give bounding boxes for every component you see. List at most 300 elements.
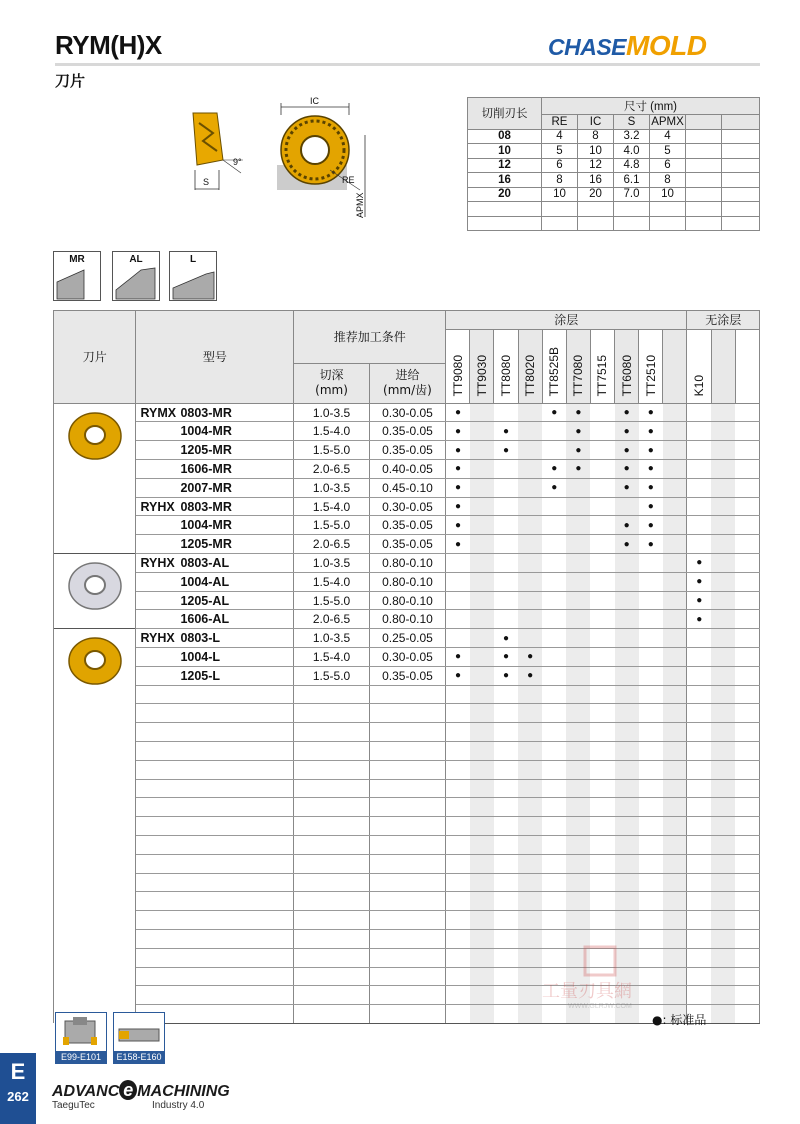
grade-cell <box>687 704 711 723</box>
grade-cell <box>494 817 518 836</box>
grade-cell <box>470 911 494 930</box>
grade-cell <box>615 629 639 648</box>
dim-size <box>468 202 542 217</box>
grade-cell: ● <box>687 610 711 629</box>
page-number: 262 <box>7 1089 29 1104</box>
grade-cell <box>446 1005 470 1024</box>
grade-cell <box>639 779 663 798</box>
grade-cell <box>446 704 470 723</box>
model-code: 1004-MR <box>180 424 232 439</box>
grade-cell <box>590 817 614 836</box>
grade-tt7080: TT7080 <box>566 329 590 403</box>
grade-cell <box>663 441 687 460</box>
grade-cell <box>518 967 542 986</box>
grade-cell <box>687 892 711 911</box>
dim-row <box>468 202 760 217</box>
grade-cell <box>735 610 759 629</box>
grade-cell: ● <box>639 535 663 554</box>
grade-cell <box>518 930 542 949</box>
dim-size: 16 <box>468 173 542 188</box>
grade-cell <box>542 666 566 685</box>
grade-cell <box>735 704 759 723</box>
chipbreaker-mr: MR <box>53 251 101 301</box>
model-cell <box>136 403 294 422</box>
depth-cell <box>294 685 369 704</box>
dim-value: 6.1 <box>614 173 650 188</box>
grade-cell: ● <box>542 478 566 497</box>
model-prefix: RYHX <box>140 499 175 514</box>
grade-cell <box>663 666 687 685</box>
grade-cell <box>494 704 518 723</box>
ref-endmill-pages[interactable]: E158-E160 <box>113 1012 165 1064</box>
page-title: RYM(H)X <box>55 30 162 60</box>
grade-cell <box>590 911 614 930</box>
grade-cell <box>639 854 663 873</box>
model-code: 0803-MR <box>180 499 232 514</box>
grade-cell <box>494 516 518 535</box>
grade-cell <box>590 610 614 629</box>
grade-cell <box>711 685 735 704</box>
depth-cell: 1.5-4.0 <box>294 572 369 591</box>
grade-cell <box>446 554 470 573</box>
grade-cell <box>615 798 639 817</box>
grade-cell <box>566 836 590 855</box>
grade-cell <box>470 610 494 629</box>
grade-cell <box>663 497 687 516</box>
col-head-conditions: 推荐加工条件 <box>294 311 446 364</box>
grade-cell <box>687 497 711 516</box>
dim-value: 12 <box>578 158 614 173</box>
grade-cell: ● <box>566 403 590 422</box>
grade-cell <box>518 1005 542 1024</box>
feed-cell: 0.30-0.05 <box>369 648 445 667</box>
grade-cell <box>590 572 614 591</box>
table-row <box>54 535 760 554</box>
grade-cell <box>542 723 566 742</box>
grade-cell: ● <box>639 441 663 460</box>
grade-cell: ● <box>542 460 566 479</box>
feed-cell: 0.35-0.05 <box>369 422 445 441</box>
depth-cell <box>294 779 369 798</box>
grade-cell: ● <box>446 535 470 554</box>
grade-cell: ● <box>639 403 663 422</box>
empty-row <box>54 892 760 911</box>
grade-cell <box>470 629 494 648</box>
grade-cell <box>735 986 759 1005</box>
grade-cell <box>470 798 494 817</box>
grade-cell <box>711 460 735 479</box>
grade-cell <box>518 986 542 1005</box>
feed-cell <box>369 760 445 779</box>
grade-cell <box>566 629 590 648</box>
grade-cell: ● <box>446 441 470 460</box>
grade-cell <box>663 873 687 892</box>
grade-cell <box>518 535 542 554</box>
grade-cell <box>494 742 518 761</box>
grade-cell <box>639 572 663 591</box>
grade-cell: ● <box>639 460 663 479</box>
dim-value <box>650 202 686 217</box>
grade-cell <box>687 478 711 497</box>
grade-cell <box>446 685 470 704</box>
grade-cell <box>711 422 735 441</box>
grade-cell <box>615 760 639 779</box>
dim-value: 5 <box>650 144 686 159</box>
grade-cell <box>470 497 494 516</box>
feed-cell <box>369 817 445 836</box>
grade-cell <box>566 854 590 873</box>
grade-cell <box>566 704 590 723</box>
dim-size: 12 <box>468 158 542 173</box>
feed-cell: 0.25-0.05 <box>369 629 445 648</box>
grade-cell <box>663 779 687 798</box>
depth-cell: 1.5-4.0 <box>294 497 369 516</box>
dim-value: 16 <box>578 173 614 188</box>
grade-cell <box>494 779 518 798</box>
feed-cell: 0.35-0.05 <box>369 535 445 554</box>
grade-cell <box>518 478 542 497</box>
grade-cell <box>566 817 590 836</box>
grade-tt2510: TT2510 <box>639 329 663 403</box>
grade-cell <box>566 554 590 573</box>
grade-cell <box>470 478 494 497</box>
grade-cell: ● <box>615 460 639 479</box>
brand-logo <box>548 30 706 62</box>
grade-cell: ● <box>446 478 470 497</box>
feed-cell <box>369 704 445 723</box>
dimension-table <box>467 97 760 231</box>
dim-value <box>578 202 614 217</box>
grade-cell <box>470 723 494 742</box>
grade-cell <box>446 873 470 892</box>
grade-cell <box>494 497 518 516</box>
grade-cell: ● <box>639 516 663 535</box>
grade-cell <box>615 873 639 892</box>
grade-cell <box>735 760 759 779</box>
grade-cell <box>446 986 470 1005</box>
grade-cell <box>470 742 494 761</box>
grade-cell <box>494 760 518 779</box>
grade-cell <box>494 478 518 497</box>
table-row <box>54 572 760 591</box>
dim-value: 7.0 <box>614 187 650 202</box>
grade-cell <box>470 967 494 986</box>
grade-cell <box>518 460 542 479</box>
feed-cell: 0.45-0.10 <box>369 478 445 497</box>
grade-cell <box>590 422 614 441</box>
grade-cell <box>470 779 494 798</box>
grade-cell <box>687 967 711 986</box>
grade-cell <box>663 460 687 479</box>
feed-cell <box>369 892 445 911</box>
grade-cell: ● <box>446 648 470 667</box>
grade-tt8525b: TT8525B <box>542 329 566 403</box>
label-ic: IC <box>310 96 319 106</box>
feed-cell <box>369 930 445 949</box>
depth-cell: 1.5-4.0 <box>294 422 369 441</box>
depth-cell <box>294 760 369 779</box>
grade-cell <box>542 685 566 704</box>
grade-cell <box>494 591 518 610</box>
grade-cell <box>518 572 542 591</box>
grade-cell <box>735 1005 759 1024</box>
dim-value: 10 <box>650 187 686 202</box>
model-cell <box>136 535 294 554</box>
depth-cell: 1.5-5.0 <box>294 516 369 535</box>
grade-tt9030: TT9030 <box>470 329 494 403</box>
model-cell <box>136 742 294 761</box>
grade-cell <box>494 554 518 573</box>
model-cell <box>136 572 294 591</box>
grade-cell <box>494 610 518 629</box>
grade-cell: ● <box>494 441 518 460</box>
grade-cell <box>735 836 759 855</box>
grade-cell <box>735 478 759 497</box>
grade-cell <box>542 610 566 629</box>
grade-cell <box>470 535 494 554</box>
grade-cell <box>615 497 639 516</box>
table-row <box>54 629 760 648</box>
depth-cell: 1.0-3.5 <box>294 554 369 573</box>
grade-cell <box>446 572 470 591</box>
grade-cell <box>639 798 663 817</box>
grade-cell <box>518 441 542 460</box>
grade-cell <box>494 854 518 873</box>
grade-cell <box>711 817 735 836</box>
grade-cell <box>711 873 735 892</box>
grade-cell <box>542 535 566 554</box>
grade-cell <box>735 403 759 422</box>
grade-cell <box>590 648 614 667</box>
grade-cell <box>735 892 759 911</box>
grade-cell: ● <box>615 422 639 441</box>
feed-cell <box>369 723 445 742</box>
grade-cell <box>639 648 663 667</box>
grade-cell <box>494 403 518 422</box>
grade-cell <box>566 892 590 911</box>
grade-k10: K10 <box>687 329 711 403</box>
grade-cell <box>687 422 711 441</box>
grade-cell <box>446 779 470 798</box>
grade-cell <box>687 685 711 704</box>
grade-cell <box>518 629 542 648</box>
grade-cell <box>542 817 566 836</box>
dim-value: 4.8 <box>614 158 650 173</box>
grade-cell <box>735 460 759 479</box>
model-cell <box>136 460 294 479</box>
grade-cell <box>711 648 735 667</box>
grade-cell <box>711 610 735 629</box>
feed-cell: 0.80-0.10 <box>369 572 445 591</box>
grade-cell <box>711 723 735 742</box>
grade-cell <box>590 629 614 648</box>
grade-cell <box>711 497 735 516</box>
dim-row <box>468 158 760 173</box>
grade-cell <box>663 478 687 497</box>
grade-cell <box>711 930 735 949</box>
dim-size <box>468 216 542 231</box>
grade-cell <box>711 779 735 798</box>
dim-value: 8 <box>650 173 686 188</box>
grade-cell <box>518 779 542 798</box>
depth-cell: 1.0-3.5 <box>294 478 369 497</box>
grade-cell <box>566 666 590 685</box>
grade-cell <box>446 911 470 930</box>
grade-cell <box>663 422 687 441</box>
feed-cell: 0.80-0.10 <box>369 591 445 610</box>
grade-cell <box>470 441 494 460</box>
grade-cell <box>590 836 614 855</box>
grade-cell <box>590 685 614 704</box>
model-cell <box>136 629 294 648</box>
grade-cell <box>470 516 494 535</box>
ref-cutter-pages[interactable]: E99-E101 <box>55 1012 107 1064</box>
depth-cell: 2.0-6.5 <box>294 610 369 629</box>
grade-cell <box>615 817 639 836</box>
grade-cell <box>494 535 518 554</box>
grade-cell <box>590 742 614 761</box>
dim-row <box>468 187 760 202</box>
grade-cell <box>639 554 663 573</box>
dim-head-size: 尺寸 (mm) <box>542 98 760 115</box>
grade-cell <box>639 892 663 911</box>
grade-cell <box>639 836 663 855</box>
dim-size: 20 <box>468 187 542 202</box>
feed-cell <box>369 986 445 1005</box>
grade-cell <box>470 685 494 704</box>
feed-cell <box>369 911 445 930</box>
grade-cell <box>494 930 518 949</box>
grade-cell <box>663 572 687 591</box>
grade-cell: ● <box>446 422 470 441</box>
grade-cell <box>470 836 494 855</box>
depth-cell <box>294 836 369 855</box>
feed-cell <box>369 798 445 817</box>
model-code: 1205-L <box>180 668 221 683</box>
grade-cell <box>711 760 735 779</box>
model-cell <box>136 554 294 573</box>
grade-cell <box>446 760 470 779</box>
insert-table <box>53 310 760 1024</box>
grade-cell <box>518 610 542 629</box>
grade-cell <box>687 723 711 742</box>
grade-cell <box>518 742 542 761</box>
empty-row <box>54 742 760 761</box>
dim-value <box>614 202 650 217</box>
model-cell <box>136 497 294 516</box>
grade-cell <box>542 648 566 667</box>
empty-row <box>54 760 760 779</box>
table-row <box>54 648 760 667</box>
grade-cell <box>663 403 687 422</box>
table-row <box>54 441 760 460</box>
empty-row <box>54 704 760 723</box>
grade-cell <box>518 817 542 836</box>
depth-cell <box>294 948 369 967</box>
grade-cell <box>446 948 470 967</box>
grade-empty <box>663 329 687 403</box>
grade-cell <box>711 441 735 460</box>
table-row <box>54 422 760 441</box>
grade-cell <box>735 572 759 591</box>
table-row <box>54 460 760 479</box>
grade-cell <box>615 648 639 667</box>
grade-cell <box>590 497 614 516</box>
grade-cell <box>639 760 663 779</box>
grade-cell: ● <box>494 648 518 667</box>
grade-cell: ● <box>494 422 518 441</box>
grade-cell <box>711 535 735 554</box>
grade-cell <box>615 836 639 855</box>
grade-cell <box>687 817 711 836</box>
depth-cell <box>294 911 369 930</box>
grade-cell <box>711 704 735 723</box>
dim-value: 4.0 <box>614 144 650 159</box>
model-prefix: RYMX <box>140 405 177 420</box>
empty-row <box>54 911 760 930</box>
feed-cell: 0.35-0.05 <box>369 516 445 535</box>
chipbreaker-al: AL <box>112 251 160 301</box>
model-cell <box>136 854 294 873</box>
grade-cell: ● <box>542 403 566 422</box>
depth-cell: 1.5-5.0 <box>294 666 369 685</box>
model-cell <box>136 817 294 836</box>
grade-cell: ● <box>494 629 518 648</box>
dim-value: 10 <box>542 187 578 202</box>
insert-side-view <box>193 113 243 190</box>
grade-cell <box>446 930 470 949</box>
grade-cell <box>735 948 759 967</box>
col-head-feed: 进给 (mm/齿) <box>369 363 445 403</box>
table-row <box>54 591 760 610</box>
grade-cell <box>687 911 711 930</box>
grade-cell <box>735 873 759 892</box>
grade-cell <box>687 854 711 873</box>
dim-size: 08 <box>468 129 542 144</box>
grade-cell: ● <box>566 460 590 479</box>
feed-cell: 0.35-0.05 <box>369 441 445 460</box>
grade-tt6080: TT6080 <box>615 329 639 403</box>
feed-cell: 0.30-0.05 <box>369 497 445 516</box>
model-cell <box>136 798 294 817</box>
empty-row <box>54 873 760 892</box>
grade-cell <box>687 779 711 798</box>
grade-cell <box>542 760 566 779</box>
grade-cell <box>542 873 566 892</box>
model-cell <box>136 930 294 949</box>
feed-cell: 0.80-0.10 <box>369 554 445 573</box>
grade-cell <box>590 478 614 497</box>
grade-cell <box>566 648 590 667</box>
grade-cell <box>687 460 711 479</box>
grade-cell <box>470 986 494 1005</box>
grade-cell <box>711 591 735 610</box>
grade-cell <box>687 742 711 761</box>
table-row <box>54 666 760 685</box>
dim-size: 10 <box>468 144 542 159</box>
grade-cell <box>590 591 614 610</box>
depth-cell <box>294 817 369 836</box>
grade-tt9080: TT9080 <box>446 329 470 403</box>
grade-cell <box>566 610 590 629</box>
model-cell <box>136 441 294 460</box>
legend-standard: ●: 标准品 <box>652 1013 707 1027</box>
dim-value: 5 <box>542 144 578 159</box>
empty-row <box>54 723 760 742</box>
grade-cell <box>615 554 639 573</box>
grade-cell <box>735 911 759 930</box>
grade-cell <box>590 516 614 535</box>
